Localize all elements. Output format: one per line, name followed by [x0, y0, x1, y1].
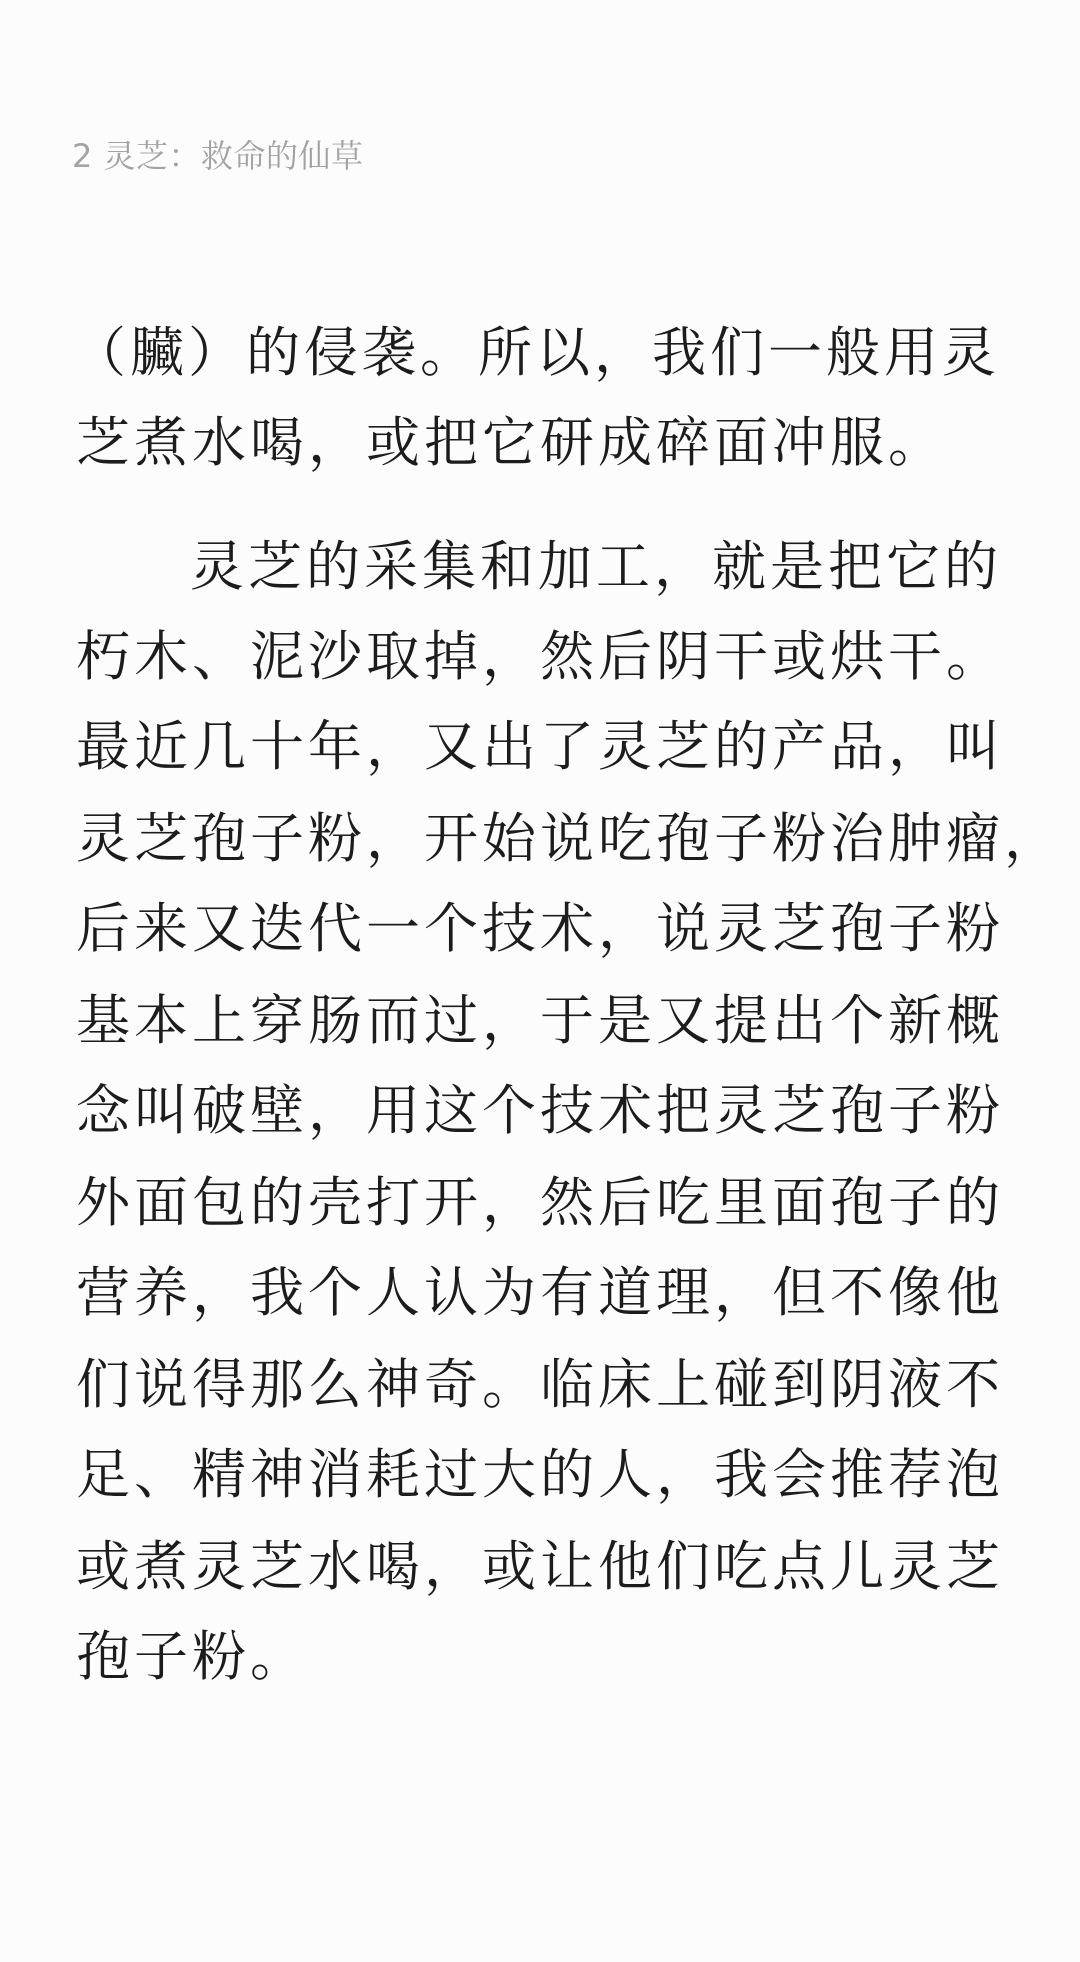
- text-line: 孢子粉。: [76, 1625, 308, 1688]
- text-line: 灵芝孢子粉，开始说吃孢子粉治肿瘤，: [76, 807, 1062, 870]
- text-line: 基本上穿肠而过，于是又提出个新概: [76, 989, 1004, 1052]
- chapter-header: 2 灵芝：救命的仙草: [72, 137, 364, 175]
- text-line: （臟）的侵袭。所以，我们一般用灵: [72, 321, 1000, 384]
- text-line: 营养，我个人认为有道理，但不像他: [76, 1261, 1004, 1324]
- text-line: 灵芝的采集和加工，就是把它的: [190, 535, 1002, 598]
- text-line: 念叫破壁，用这个技术把灵芝孢子粉: [76, 1079, 1004, 1142]
- text-line: 芝煮水喝，或把它研成碎面冲服。: [76, 411, 946, 474]
- text-line: 或煮灵芝水喝，或让他们吃点儿灵芝: [76, 1535, 1004, 1598]
- text-line: 最近几十年，又出了灵芝的产品，叫: [76, 715, 1004, 778]
- text-line: 外面包的壳打开，然后吃里面孢子的: [76, 1171, 1004, 1234]
- text-line: 们说得那么神奇。临床上碰到阴液不: [76, 1353, 1004, 1416]
- text-line: 足、精神消耗过大的人，我会推荐泡: [76, 1443, 1004, 1506]
- text-line: 朽木、泥沙取掉，然后阴干或烘干。: [76, 625, 1004, 688]
- text-line: 后来又迭代一个技术，说灵芝孢子粉: [76, 897, 1004, 960]
